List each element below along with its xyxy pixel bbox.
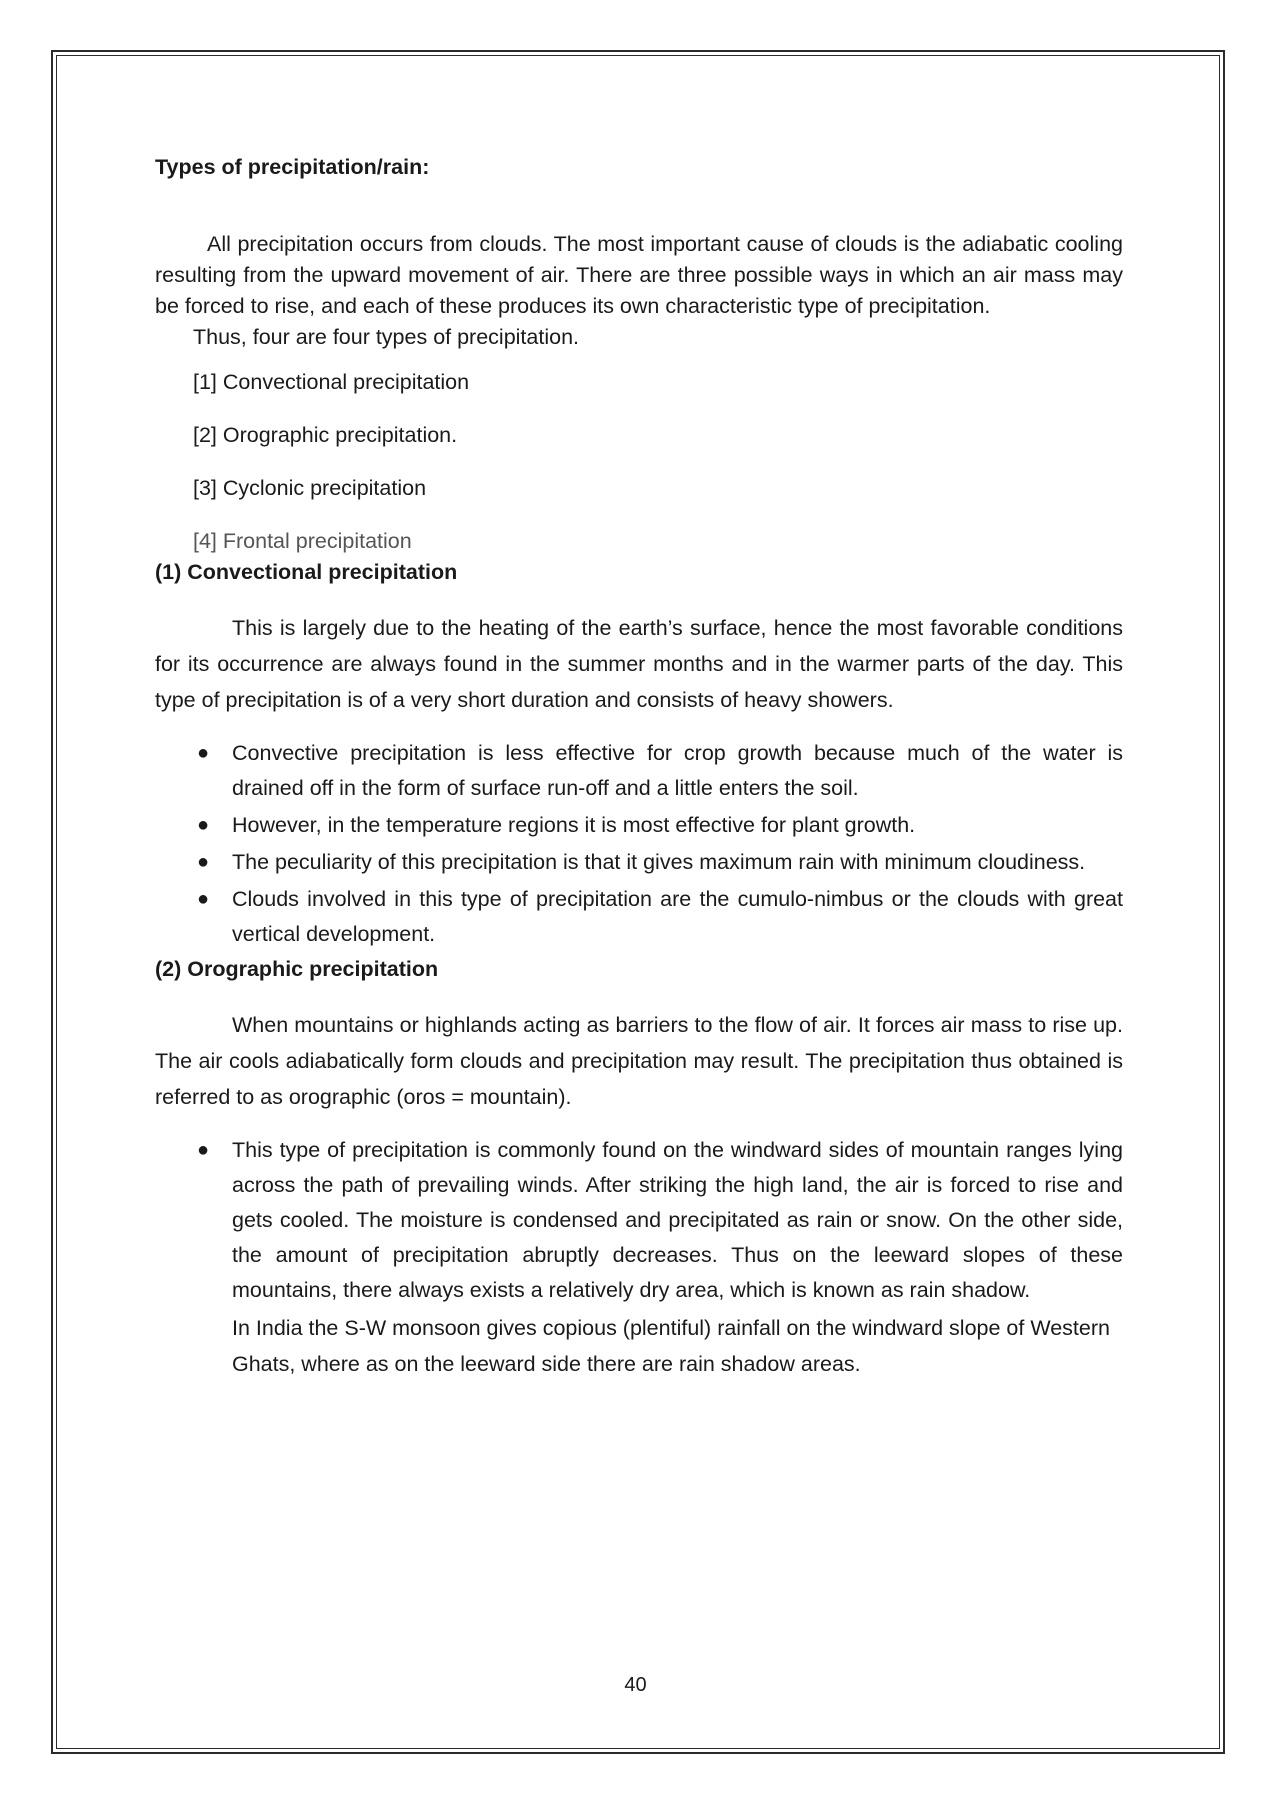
page-title: Types of precipitation/rain: <box>155 155 430 179</box>
bullet-text: The peculiarity of this precipitation is that it gives maximum rain with minimum cloudiness. <box>232 850 1086 874</box>
bullet-icon: ● <box>197 888 210 910</box>
orographic-india-note: In India the S-W monsoon gives copious (plentiful) rainfall on the windward slope of Western Ghats, where as on the leeward side there are rain shadow areas. <box>232 1316 1110 1376</box>
page-number: 40 <box>624 1674 647 1696</box>
bullet-icon: ● <box>197 1139 210 1161</box>
bullet-text: However, in the temperature regions it is most effective for plant growth. <box>232 813 916 837</box>
bullet-icon: ● <box>197 851 210 873</box>
intro-paragraph: All precipitation occurs from clouds. The most important cause of clouds is the adiabatic cooling resulting from the upward movement of air. There are three possible ways in which an air mass may be forced to rise, and each of these produces its own characteristic type of precipitation. <box>155 232 1123 318</box>
document-body <box>155 152 1123 1382</box>
type-item: [4] Frontal precipitation <box>193 529 412 553</box>
bullet-item <box>155 882 1123 952</box>
orographic-bullets <box>155 1133 1123 1308</box>
bullet-item <box>155 808 1123 843</box>
bullet-icon: ● <box>197 814 210 836</box>
bullet-text: Clouds involved in this type of precipitation are the cumulo-nimbus or the clouds with great vertical development. <box>232 887 1123 946</box>
orographic-paragraph: When mountains or highlands acting as barriers to the flow of air. It forces air mass to rise up. The air cools adiabatically form clouds and precipitation may result. The precipitation thus obtained is referred to as orographic (oros = mountain). <box>155 1013 1123 1109</box>
bullet-text: This type of precipitation is commonly found on the windward sides of mountain ranges lying across the path of prevailing winds. After striking the high land, the air is forced to rise and gets cooled. The moisture is condensed and precipitated as rain or snow. On the other side, the amount of precipitation abruptly decreases. Thus on the leeward slopes of these mountains, there always exists a relatively dry area, which is known as rain shadow. <box>232 1138 1123 1302</box>
type-item: [3] Cyclonic precipitation <box>193 476 427 500</box>
section-heading-convectional: (1) Convectional precipitation <box>155 560 458 584</box>
section-heading-orographic: (2) Orographic precipitation <box>155 957 439 981</box>
convectional-bullets <box>155 736 1123 952</box>
type-item: [2] Orographic precipitation. <box>193 423 458 447</box>
type-item: [1] Convectional precipitation <box>193 370 470 394</box>
bullet-item <box>155 1133 1123 1308</box>
convectional-paragraph: This is largely due to the heating of the earth’s surface, hence the most favorable conditions for its occurrence are always found in the summer months and in the warmer parts of the day. This type of precipitation is of a very short duration and consists of heavy showers. <box>155 616 1123 712</box>
bullet-icon: ● <box>197 742 210 764</box>
bullet-item <box>155 736 1123 806</box>
bullet-text: Convective precipitation is less effective for crop growth because much of the water is drained off in the form of surface run-off and a little enters the soil. <box>232 741 1123 800</box>
types-summary: Thus, four are four types of precipitation. <box>193 325 580 349</box>
types-list <box>155 367 1123 557</box>
bullet-item <box>155 845 1123 880</box>
